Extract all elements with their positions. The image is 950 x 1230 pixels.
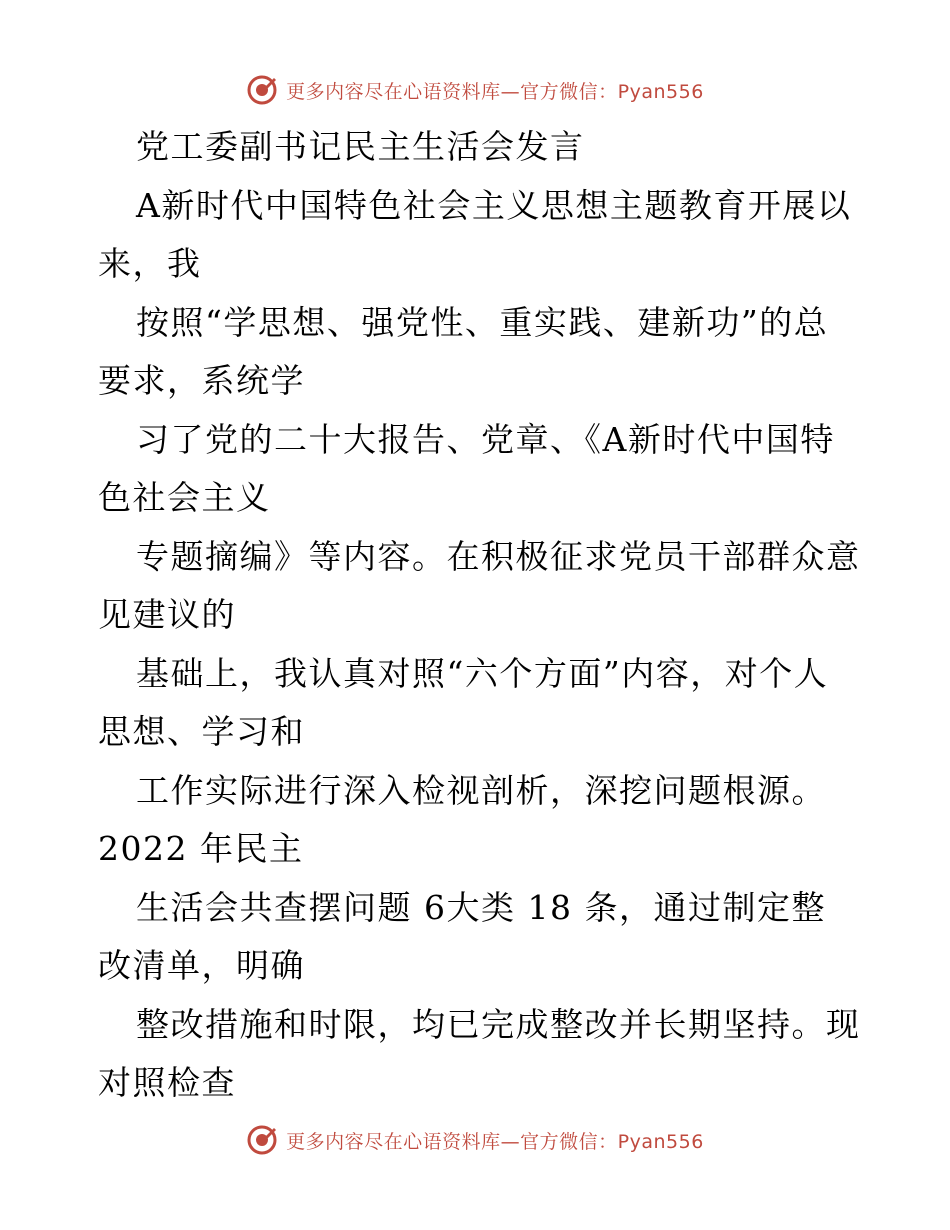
text-line: 党工委副书记民主生活会发言 <box>136 127 585 166</box>
text-line: 思想、学习和 <box>98 712 305 751</box>
text-line: 改清单，明确 <box>98 946 305 985</box>
watermark-footer <box>0 1120 950 1160</box>
pen-logo-icon <box>246 74 278 106</box>
watermark-text: 更多内容尽在心语资料库—官方微信：Pyan556 <box>286 1130 704 1153</box>
text-line: 专题摘编》等内容。在积极征求党员干部群众意 <box>136 536 861 576</box>
text-line: 按照“学思想、强党性、重实践、建新功”的总 <box>136 302 829 342</box>
text-line: 对照检查 <box>98 1063 236 1102</box>
text-line: 2022 年民主 <box>98 829 304 868</box>
text-line: 色社会主义 <box>98 478 271 517</box>
text-line: 要求，系统学 <box>98 361 305 400</box>
text-line: 习了党的二十大报告、党章、《A新时代中国特 <box>136 419 835 459</box>
text-line: 整改措施和时限，均已完成整改并长期坚持。现 <box>136 1004 861 1044</box>
watermark-text: 更多内容尽在心语资料库—官方微信：Pyan556 <box>286 80 704 103</box>
text-line: 基础上，我认真对照“六个方面”内容，对个人 <box>136 653 829 693</box>
pen-logo-icon <box>246 1124 278 1156</box>
text-line: 见建议的 <box>98 595 236 634</box>
text-line: 工作实际进行深入检视剖析，深挖问题根源。 <box>136 770 826 810</box>
watermark-header <box>0 70 950 110</box>
text-line: 生活会共查摆问题 6大类 18 条，通过制定整 <box>136 887 826 927</box>
document-body <box>98 118 861 1113</box>
text-line: 来，我 <box>98 244 202 283</box>
text-line: A新时代中国特色社会主义思想主题教育开展以 <box>136 185 852 225</box>
